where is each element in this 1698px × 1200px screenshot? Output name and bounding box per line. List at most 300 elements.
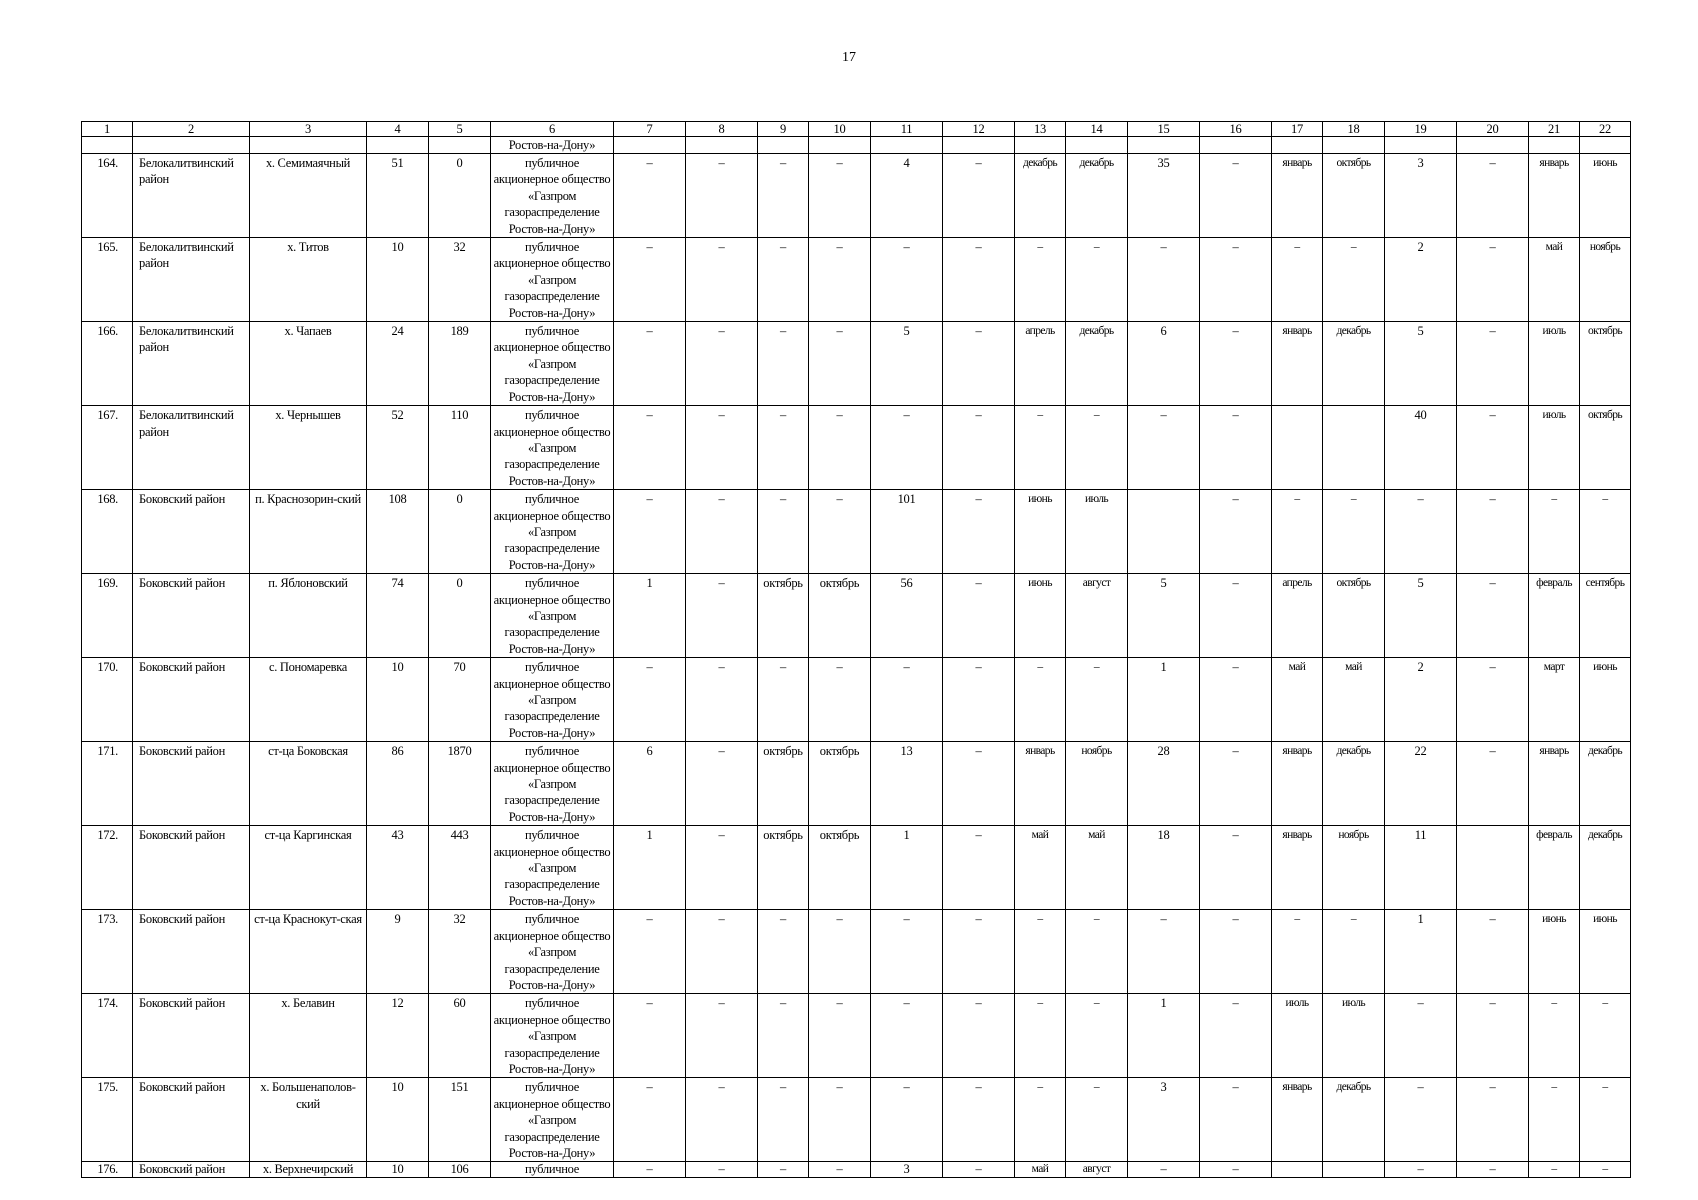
table-cell-col-8: – — [686, 238, 758, 322]
table-cell-col-12: 12 — [943, 122, 1015, 137]
table-cell-col-14: август — [1066, 574, 1128, 658]
table-cell-col-3: ст-ца Краснокут-ская — [250, 910, 367, 994]
table-cell-col-4: 24 — [367, 322, 429, 406]
table-cell-col-13: – — [1015, 1078, 1066, 1162]
table-cell-col-14: – — [1066, 406, 1128, 490]
table-cell-col-6: публичное акционерное общество «Газпром газораспределение Ростов-на-Дону» — [491, 658, 614, 742]
table-cell-col-5: 151 — [429, 1078, 491, 1162]
table-cell-col-20: – — [1457, 574, 1529, 658]
table-cell-col-15: 5 — [1128, 574, 1200, 658]
table-cell-col-13 — [1015, 137, 1066, 154]
table-cell-col-13: май — [1015, 1162, 1066, 1178]
table-cell-col-14: – — [1066, 238, 1128, 322]
table-cell-col-10: октябрь — [809, 574, 871, 658]
table-cell-col-1: 171. — [82, 742, 133, 826]
table-cell-col-5: 60 — [429, 994, 491, 1078]
table-cell-col-22: сентябрь — [1580, 574, 1631, 658]
table-cell-col-18: 18 — [1323, 122, 1385, 137]
table-cell-col-4: 43 — [367, 826, 429, 910]
table-cell-col-12: – — [943, 1078, 1015, 1162]
table-cell-col-18: ноябрь — [1323, 826, 1385, 910]
table-cell-col-9: октябрь — [758, 574, 809, 658]
table-cell-col-10: – — [809, 910, 871, 994]
table-cell-col-5 — [429, 137, 491, 154]
table-cell-col-6: публичное акционерное общество «Газпром газораспределение Ростов-на-Дону» — [491, 154, 614, 238]
table-cell-col-15: 28 — [1128, 742, 1200, 826]
table-cell-col-1: 166. — [82, 322, 133, 406]
table-cell-col-10 — [809, 137, 871, 154]
table-cell-col-10: – — [809, 322, 871, 406]
table-cell-col-1: 168. — [82, 490, 133, 574]
table-cell-col-3: п. Яблоновский — [250, 574, 367, 658]
table-cell-col-20: – — [1457, 490, 1529, 574]
table-cell-col-7: – — [614, 238, 686, 322]
table-cell-col-21: июль — [1529, 322, 1580, 406]
table-cell-col-3: х. Титов — [250, 238, 367, 322]
table-cell-col-17: – — [1272, 490, 1323, 574]
table-cell-col-6: публичное акционерное общество «Газпром газораспределение Ростов-на-Дону» — [491, 490, 614, 574]
table-cell-col-11: – — [871, 238, 943, 322]
table-cell-col-20 — [1457, 826, 1529, 910]
table-cell-col-11: 56 — [871, 574, 943, 658]
table-row — [82, 994, 1631, 1078]
table-cell-col-20: 20 — [1457, 122, 1529, 137]
table-cell-col-19: – — [1385, 1078, 1457, 1162]
table-cell-col-22: – — [1580, 1162, 1631, 1178]
table-cell-col-5: 1870 — [429, 742, 491, 826]
table-cell-col-8: – — [686, 322, 758, 406]
table-cell-col-21: март — [1529, 658, 1580, 742]
table-row — [82, 826, 1631, 910]
table-cell-col-5: 443 — [429, 826, 491, 910]
table-cell-col-22: декабрь — [1580, 742, 1631, 826]
table-cell-col-2: Белокалитвинский район — [133, 154, 250, 238]
table-cell-col-7: 1 — [614, 574, 686, 658]
table-cell-col-1: 174. — [82, 994, 133, 1078]
table-cell-col-11: 101 — [871, 490, 943, 574]
table-cell-col-14: – — [1066, 1078, 1128, 1162]
table-cell-col-16: – — [1200, 742, 1272, 826]
table-cell-col-2: Белокалитвинский район — [133, 406, 250, 490]
table-cell-col-10: октябрь — [809, 742, 871, 826]
table-cell-col-9: – — [758, 490, 809, 574]
table-cell-col-14: август — [1066, 1162, 1128, 1178]
table-cell-col-4: 4 — [367, 122, 429, 137]
table-cell-col-12: – — [943, 910, 1015, 994]
table-cell-col-2 — [133, 137, 250, 154]
table-cell-col-22: 22 — [1580, 122, 1631, 137]
table-cell-col-21: – — [1529, 1078, 1580, 1162]
table-cell-col-4: 52 — [367, 406, 429, 490]
table-cell-col-11: 4 — [871, 154, 943, 238]
table-cell-col-3: 3 — [250, 122, 367, 137]
table-cell-col-4: 86 — [367, 742, 429, 826]
table-cell-col-4 — [367, 137, 429, 154]
table-cell-col-4: 10 — [367, 1078, 429, 1162]
table-cell-col-4: 10 — [367, 1162, 429, 1178]
table-cell-col-18 — [1323, 1162, 1385, 1178]
table-cell-col-13: июнь — [1015, 490, 1066, 574]
table-cell-col-5: 32 — [429, 910, 491, 994]
table-cell-col-15: – — [1128, 910, 1200, 994]
table-cell-col-9: – — [758, 658, 809, 742]
table-cell-col-19: – — [1385, 994, 1457, 1078]
table-cell-col-6: публичное акционерное общество «Газпром газораспределение Ростов-на-Дону» — [491, 1078, 614, 1162]
table-cell-col-6: публичное — [491, 1162, 614, 1178]
page-number: 17 — [842, 50, 856, 65]
table-cell-col-12: – — [943, 406, 1015, 490]
table-cell-col-7: – — [614, 994, 686, 1078]
table-cell-col-15: 1 — [1128, 994, 1200, 1078]
table-cell-col-5: 106 — [429, 1162, 491, 1178]
table-cell-col-6: Ростов-на-Дону» — [491, 137, 614, 154]
table-cell-col-19: 40 — [1385, 406, 1457, 490]
table-cell-col-16: – — [1200, 238, 1272, 322]
table-cell-col-12: – — [943, 490, 1015, 574]
table-cell-col-19: 22 — [1385, 742, 1457, 826]
table-cell-col-18: – — [1323, 910, 1385, 994]
table-cell-col-6: публичное акционерное общество «Газпром газораспределение Ростов-на-Дону» — [491, 406, 614, 490]
table-cell-col-16: – — [1200, 490, 1272, 574]
table-cell-col-17: – — [1272, 910, 1323, 994]
table-cell-col-15: 15 — [1128, 122, 1200, 137]
table-cell-col-18 — [1323, 406, 1385, 490]
table-cell-col-12: – — [943, 1162, 1015, 1178]
table-cell-col-15: – — [1128, 406, 1200, 490]
table-cell-col-6: публичное акционерное общество «Газпром газораспределение Ростов-на-Дону» — [491, 742, 614, 826]
table-cell-col-22: – — [1580, 994, 1631, 1078]
table-cell-col-5: 0 — [429, 574, 491, 658]
table-cell-col-10: октябрь — [809, 826, 871, 910]
table-cell-col-22: июнь — [1580, 910, 1631, 994]
table-cell-col-10: – — [809, 1078, 871, 1162]
table-cell-col-13: 13 — [1015, 122, 1066, 137]
table-cell-col-8: – — [686, 910, 758, 994]
table-cell-col-11: – — [871, 994, 943, 1078]
table-cell-col-21: январь — [1529, 742, 1580, 826]
table-cell-col-4: 10 — [367, 658, 429, 742]
table-cell-col-13: – — [1015, 994, 1066, 1078]
table-cell-col-17: апрель — [1272, 574, 1323, 658]
table-cell-col-11: – — [871, 1078, 943, 1162]
table-cell-col-2: Боковский район — [133, 1078, 250, 1162]
table-row — [82, 742, 1631, 826]
table-cell-col-3: х. Чернышев — [250, 406, 367, 490]
table-cell-col-9: – — [758, 322, 809, 406]
table-cell-col-7: 1 — [614, 826, 686, 910]
table-cell-col-20 — [1457, 137, 1529, 154]
table-cell-col-9: октябрь — [758, 826, 809, 910]
table-cell-col-11 — [871, 137, 943, 154]
table-cell-col-19: 11 — [1385, 826, 1457, 910]
table-cell-col-8: – — [686, 742, 758, 826]
table-cell-col-17: январь — [1272, 1078, 1323, 1162]
table-cell-col-9: – — [758, 994, 809, 1078]
table-cell-col-5: 32 — [429, 238, 491, 322]
table-cell-col-3 — [250, 137, 367, 154]
table-cell-col-1: 165. — [82, 238, 133, 322]
table-cell-col-5: 5 — [429, 122, 491, 137]
table-cell-col-22: – — [1580, 490, 1631, 574]
table-cell-col-13: – — [1015, 406, 1066, 490]
table-cell-col-7: 6 — [614, 742, 686, 826]
table-cell-col-8: – — [686, 1162, 758, 1178]
table-cell-col-13: декабрь — [1015, 154, 1066, 238]
table-cell-col-3: х. Чапаев — [250, 322, 367, 406]
table-cell-col-17 — [1272, 1162, 1323, 1178]
table-cell-col-22 — [1580, 137, 1631, 154]
table-cell-col-18: октябрь — [1323, 574, 1385, 658]
table-cell-col-14: 14 — [1066, 122, 1128, 137]
table-cell-col-11: 1 — [871, 826, 943, 910]
table-cell-col-15 — [1128, 490, 1200, 574]
table-cell-col-20: – — [1457, 994, 1529, 1078]
table-cell-col-6: публичное акционерное общество «Газпром газораспределение Ростов-на-Дону» — [491, 994, 614, 1078]
table-cell-col-15 — [1128, 137, 1200, 154]
table-cell-col-20: – — [1457, 742, 1529, 826]
table-cell-col-15: – — [1128, 1162, 1200, 1178]
table-cell-col-2: Белокалитвинский район — [133, 322, 250, 406]
table-cell-col-16: – — [1200, 826, 1272, 910]
table-cell-col-8: – — [686, 826, 758, 910]
table-cell-col-17: июль — [1272, 994, 1323, 1078]
table-cell-col-9: – — [758, 154, 809, 238]
table-row — [82, 322, 1631, 406]
table-cell-col-19 — [1385, 137, 1457, 154]
table-cell-col-17: 17 — [1272, 122, 1323, 137]
table-cell-col-16: 16 — [1200, 122, 1272, 137]
table-cell-col-4: 51 — [367, 154, 429, 238]
table-cell-col-7: – — [614, 154, 686, 238]
table-cell-col-14: декабрь — [1066, 154, 1128, 238]
table-cell-col-8: – — [686, 994, 758, 1078]
table-cell-col-14: – — [1066, 994, 1128, 1078]
table-cell-col-21: май — [1529, 238, 1580, 322]
table-cell-col-7: – — [614, 406, 686, 490]
table-cell-col-19: 2 — [1385, 238, 1457, 322]
table-cell-col-5: 0 — [429, 490, 491, 574]
table-cell-col-15: 35 — [1128, 154, 1200, 238]
table-cell-col-20: – — [1457, 154, 1529, 238]
table-cell-col-19: 2 — [1385, 658, 1457, 742]
table-cell-col-1: 1 — [82, 122, 133, 137]
table-cell-col-19: 3 — [1385, 154, 1457, 238]
table-cell-col-19: – — [1385, 1162, 1457, 1178]
table-cell-col-17 — [1272, 406, 1323, 490]
table-cell-col-1: 173. — [82, 910, 133, 994]
table-cell-col-4: 108 — [367, 490, 429, 574]
table-cell-col-16: – — [1200, 994, 1272, 1078]
table-cell-col-3: с. Пономаревка — [250, 658, 367, 742]
table-cell-col-22: октябрь — [1580, 322, 1631, 406]
table-cell-col-3: ст-ца Боковская — [250, 742, 367, 826]
table-cell-col-5: 110 — [429, 406, 491, 490]
table-cell-col-13: июнь — [1015, 574, 1066, 658]
table-cell-col-9: – — [758, 910, 809, 994]
table-cell-col-16: – — [1200, 1162, 1272, 1178]
data-table — [81, 121, 1631, 1178]
table-cell-col-2: Боковский район — [133, 574, 250, 658]
table-cell-col-12: – — [943, 826, 1015, 910]
table-cell-col-7: – — [614, 1078, 686, 1162]
table-cell-col-10: – — [809, 154, 871, 238]
table-cell-col-22: октябрь — [1580, 406, 1631, 490]
table-cell-col-9: 9 — [758, 122, 809, 137]
table-cell-col-15: 1 — [1128, 658, 1200, 742]
table-cell-col-11: 11 — [871, 122, 943, 137]
table-cell-col-1: 170. — [82, 658, 133, 742]
table-cell-col-17: январь — [1272, 322, 1323, 406]
table-cell-col-18: декабрь — [1323, 742, 1385, 826]
table-cell-col-19: 1 — [1385, 910, 1457, 994]
table-cell-col-4: 9 — [367, 910, 429, 994]
table-row — [82, 574, 1631, 658]
table-cell-col-9: октябрь — [758, 742, 809, 826]
table-cell-col-12: – — [943, 322, 1015, 406]
table-cell-col-17: – — [1272, 238, 1323, 322]
table-cell-col-12: – — [943, 742, 1015, 826]
table-cell-col-13: – — [1015, 910, 1066, 994]
table-cell-col-19: – — [1385, 490, 1457, 574]
table-cell-col-8: – — [686, 406, 758, 490]
table-cell-col-18: май — [1323, 658, 1385, 742]
table-cell-col-10: – — [809, 406, 871, 490]
table-cell-col-21: 21 — [1529, 122, 1580, 137]
table-cell-col-14: ноябрь — [1066, 742, 1128, 826]
table-cell-col-2: Боковский район — [133, 910, 250, 994]
table-cell-col-15: 6 — [1128, 322, 1200, 406]
table-cell-col-7: – — [614, 910, 686, 994]
table-cell-col-1: 167. — [82, 406, 133, 490]
table-cell-col-12: – — [943, 994, 1015, 1078]
table-cell-col-21: февраль — [1529, 826, 1580, 910]
table-cell-col-21: февраль — [1529, 574, 1580, 658]
table-cell-col-3: ст-ца Каргинская — [250, 826, 367, 910]
table-cell-col-9: – — [758, 1078, 809, 1162]
table-cell-col-1: 175. — [82, 1078, 133, 1162]
table-cell-col-11: – — [871, 910, 943, 994]
table-continuation-row — [82, 137, 1631, 154]
table-cell-col-22: – — [1580, 1078, 1631, 1162]
table-cell-col-17: январь — [1272, 154, 1323, 238]
table-cell-col-21: – — [1529, 490, 1580, 574]
table-cell-col-20: – — [1457, 658, 1529, 742]
table-cell-col-6: 6 — [491, 122, 614, 137]
table-cell-col-1: 169. — [82, 574, 133, 658]
table-cell-col-18: июль — [1323, 994, 1385, 1078]
table-cell-col-5: 70 — [429, 658, 491, 742]
table-cell-col-19: 5 — [1385, 322, 1457, 406]
table-cell-col-9 — [758, 137, 809, 154]
table-cell-col-13: – — [1015, 238, 1066, 322]
table-cell-col-2: Боковский район — [133, 658, 250, 742]
table-row — [82, 154, 1631, 238]
table-cell-col-15: 18 — [1128, 826, 1200, 910]
table-cell-col-15: – — [1128, 238, 1200, 322]
table-cell-col-2: Боковский район — [133, 490, 250, 574]
table-cell-col-14: декабрь — [1066, 322, 1128, 406]
table-row — [82, 910, 1631, 994]
table-cell-col-2: Боковский район — [133, 742, 250, 826]
table-cell-col-12: – — [943, 154, 1015, 238]
table-cell-col-14: – — [1066, 910, 1128, 994]
table-cell-col-5: 189 — [429, 322, 491, 406]
table-cell-col-18 — [1323, 137, 1385, 154]
table-cell-col-16: – — [1200, 574, 1272, 658]
table-cell-col-18: – — [1323, 490, 1385, 574]
table-cell-col-8: – — [686, 574, 758, 658]
table-cell-col-7 — [614, 137, 686, 154]
table-cell-col-2: Боковский район — [133, 826, 250, 910]
table-row — [82, 238, 1631, 322]
table-cell-col-11: – — [871, 406, 943, 490]
table-cell-col-7: – — [614, 322, 686, 406]
table-cell-col-13: январь — [1015, 742, 1066, 826]
table-cell-col-6: публичное акционерное общество «Газпром газораспределение Ростов-на-Дону» — [491, 322, 614, 406]
table-cell-col-17: январь — [1272, 742, 1323, 826]
table-cell-col-15: 3 — [1128, 1078, 1200, 1162]
table-cell-col-8: – — [686, 658, 758, 742]
table-cell-col-6: публичное акционерное общество «Газпром газораспределение Ростов-на-Дону» — [491, 910, 614, 994]
table-cell-col-17: май — [1272, 658, 1323, 742]
table-cell-col-8: 8 — [686, 122, 758, 137]
table-cell-col-16: – — [1200, 658, 1272, 742]
table-cell-col-12: – — [943, 238, 1015, 322]
table-cell-col-3: х. Большенаполов-ский — [250, 1078, 367, 1162]
table-row — [82, 1162, 1631, 1178]
table-cell-col-5: 0 — [429, 154, 491, 238]
table-cell-col-11: – — [871, 658, 943, 742]
table-cell-col-21: – — [1529, 1162, 1580, 1178]
table-cell-col-19: 19 — [1385, 122, 1457, 137]
table-cell-col-12: – — [943, 574, 1015, 658]
table-cell-col-20: – — [1457, 238, 1529, 322]
table-cell-col-4: 10 — [367, 238, 429, 322]
table-cell-col-16: – — [1200, 406, 1272, 490]
table-cell-col-10: – — [809, 994, 871, 1078]
table-cell-col-16: – — [1200, 154, 1272, 238]
table-cell-col-21: июль — [1529, 406, 1580, 490]
table-cell-col-9: – — [758, 406, 809, 490]
table-cell-col-22: июнь — [1580, 154, 1631, 238]
table-cell-col-17: январь — [1272, 826, 1323, 910]
table-cell-col-3: х. Семимаячный — [250, 154, 367, 238]
table-cell-col-12: – — [943, 658, 1015, 742]
table-cell-col-10: 10 — [809, 122, 871, 137]
table-cell-col-20: – — [1457, 910, 1529, 994]
table-cell-col-10: – — [809, 490, 871, 574]
table-cell-col-1 — [82, 137, 133, 154]
table-cell-col-20: – — [1457, 1078, 1529, 1162]
table-cell-col-16 — [1200, 137, 1272, 154]
table-cell-col-7: – — [614, 658, 686, 742]
table-cell-col-9: – — [758, 238, 809, 322]
table-cell-col-20: – — [1457, 406, 1529, 490]
table-cell-col-6: публичное акционерное общество «Газпром газораспределение Ростов-на-Дону» — [491, 238, 614, 322]
table-cell-col-7: – — [614, 1162, 686, 1178]
table-cell-col-18: – — [1323, 238, 1385, 322]
table-cell-col-13: май — [1015, 826, 1066, 910]
table-cell-col-2: Белокалитвинский район — [133, 238, 250, 322]
table-cell-col-20: – — [1457, 322, 1529, 406]
table-cell-col-21: – — [1529, 994, 1580, 1078]
table-cell-col-16: – — [1200, 910, 1272, 994]
table-cell-col-3: х. Белавин — [250, 994, 367, 1078]
table-cell-col-20: – — [1457, 1162, 1529, 1178]
table-cell-col-3: п. Краснозорин-ский — [250, 490, 367, 574]
table-cell-col-4: 74 — [367, 574, 429, 658]
table-cell-col-12 — [943, 137, 1015, 154]
